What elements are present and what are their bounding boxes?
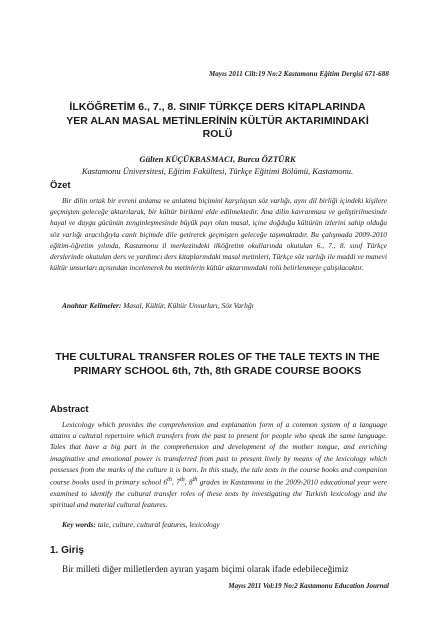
turkish-keywords-list: Masal, Kültür, Kültür Unsurları, Söz Varlığı <box>123 301 254 310</box>
grade-suffix-6: th <box>167 477 172 484</box>
abstract-text-start: Lexicology which provides the comprehension and explanation form of a common system of a language attains a cultural repertoire which transfers from the past to present for people who speak the same language. Tales that have a big part in the comprehension and development of the mother tongue, and enriching imaginative and emotional power is transferred from past to present lively by means of the lexicology which possesses from the marks of the culture it is born. In this study, the tale texts in the course books and companion course books used in primary school 6 <box>50 420 387 487</box>
grade-suffix-7: th <box>179 477 185 484</box>
turkish-keywords <box>62 300 387 311</box>
english-keywords-label: Key words: <box>62 520 96 529</box>
abstract-text-8: , 8 <box>184 477 193 487</box>
abstract-body <box>50 419 387 510</box>
english-keywords <box>62 519 387 530</box>
grade-suffix-8: th <box>192 477 198 484</box>
ozet-body: Bir dilin ortak bir evreni anlama ve anlatma biçimini karşılayan söz varlığı, aynı dil birliği içindeki kişilere geçmişten geleceğe aktarılarak, bir kültür birikimi elde edilmektedir. Ana dilin kavranması ve geliştirilmesinde hayal ve duygu gücünün zenginleşmesinde büyük payı olan masal, içine doğduğu kültürün izlerini sahip olduğu söz varlığı aracılığıyla canlı biçimde dile getirerek geçmişten geleceğe taşımaktadır. Bu çalışmada 2009-2010 eğitim-öğretim yılında, Kastamonu il merkezindeki ilköğretim okullarında okutulan 6., 7., 8. sınıf Türkçe derslerinde okutulan ders ve yardımcı ders kitaplarındaki masal metinleri, Türkçe söz varlığı ile maddi ve manevi kültür unsurları açısından incelenerek bu metinlerin kültür aktarımındaki rolü belirlenmeye çalışılacaktır. <box>50 196 387 273</box>
abstract-heading: Abstract <box>50 404 89 415</box>
ozet-heading: Özet <box>50 180 71 191</box>
abstract-text-end: grades in Kastamonu in the 2009-2010 educational year were examined to identify the cultural transfer roles of these texts by investigating the Turkish lexicology and the spiritual and material cultural features. <box>50 477 388 509</box>
turkish-title: İLKÖĞRETİM 6., 7., 8. SINIF TÜRKÇE DERS KİTAPLARINDA YER ALAN MASAL METİNLERİNİN KÜLTÜR AKTARIMINDAKİ ROLÜ <box>66 101 369 140</box>
english-keywords-list: tale, culture, cultural features, lexicology <box>97 520 220 529</box>
running-head: Mayıs 2011 Cilt:19 No:2 Kastamonu Eğitim Dergisi 671-688 <box>208 70 389 78</box>
intro-heading: 1. Giriş <box>50 545 84 556</box>
affiliation: Kastamonu Üniversitesi, Eğitim Fakültesi, Türkçe Eğitimi Bölümü, Kastamonu. <box>81 166 354 176</box>
english-title: THE CULTURAL TRANSFER ROLES OF THE TALE TEXTS IN THE PRIMARY SCHOOL 6th, 7th, 8th GRADE COURSE BOOKS <box>55 351 380 377</box>
authors: Gülten KÜÇÜKBASMACI, Burcu ÖZTÜRK <box>139 154 296 164</box>
turkish-keywords-label: Anahtar Kelimeler: <box>62 301 122 310</box>
intro-body: Bir milleti diğer milletlerden ayıran yaşam biçimi olarak ifade edebileceğimiz <box>62 564 349 574</box>
footer: Mayıs 2011 Vol:19 No:2 Kastamonu Education Journal <box>228 582 389 590</box>
abstract-text-7: , 7 <box>171 477 180 487</box>
